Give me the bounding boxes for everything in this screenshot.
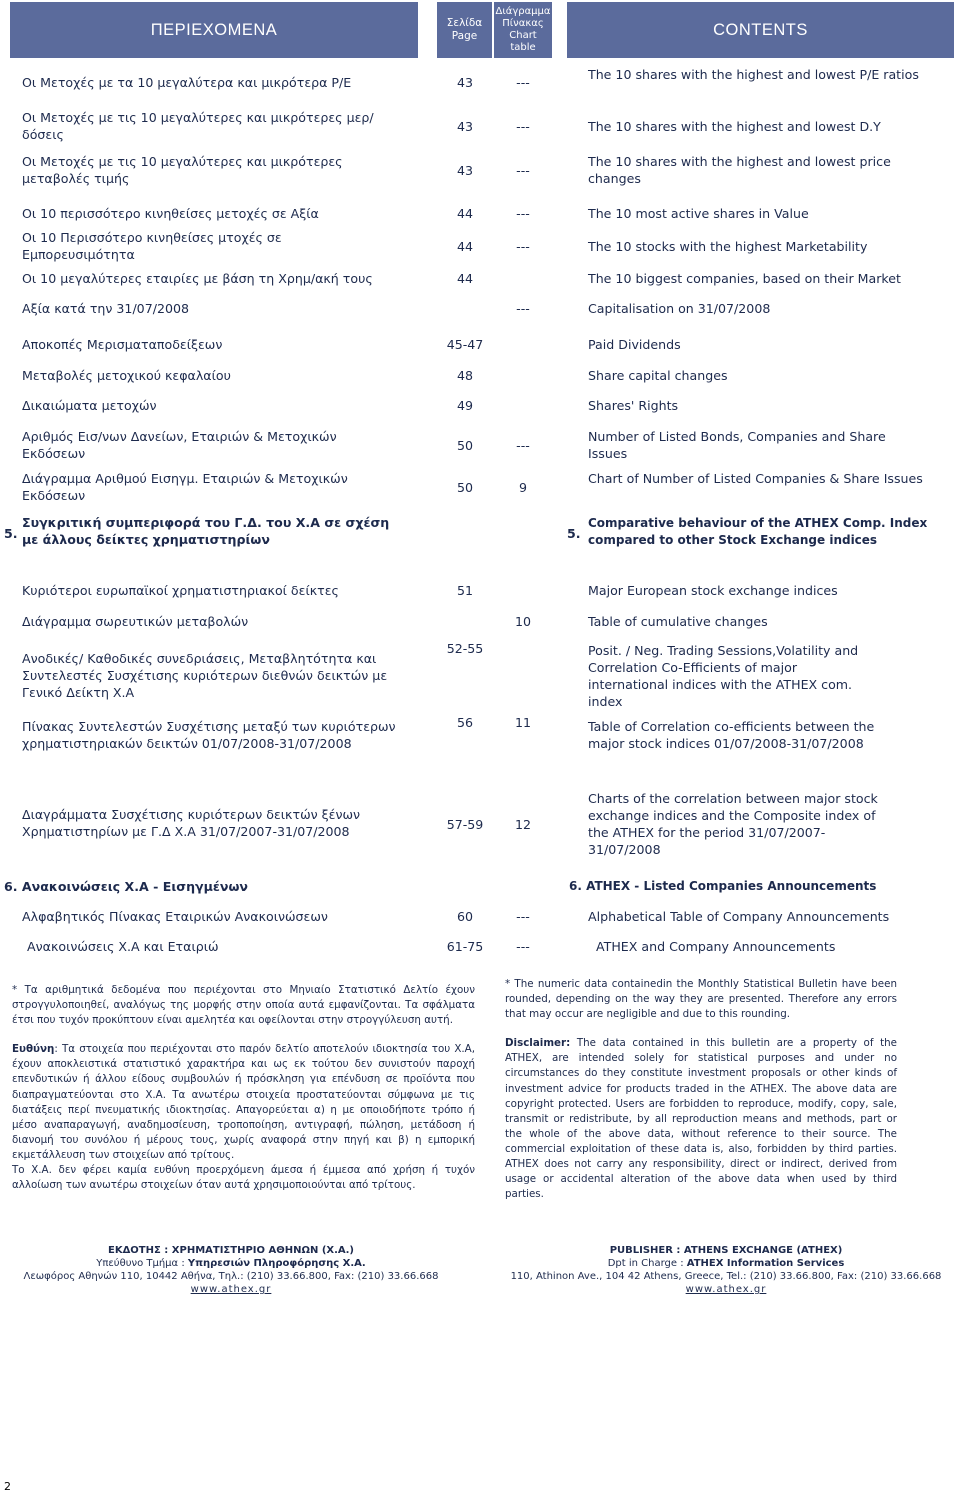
page-column-header: Σελίδα Page (437, 2, 492, 58)
toc-row-en: The 10 biggest companies, based on their Market (588, 271, 901, 286)
page-number: 2 (4, 1480, 11, 1493)
toc-row-gr: Αξία κατά την 31/07/2008 (22, 301, 190, 316)
toc-row-gr: Πίνακας Συντελεστών Συσχέτισης μεταξύ των κυριότερων χρηματιστηριακών δεικτών 01/07/2008-31/07/2008 (22, 719, 396, 751)
toc-row-gr: Οι 10 περισσότερο κινηθείσες μετοχές σε Αξία (22, 206, 319, 221)
toc-row-en: The 10 shares with the highest and lowest D.Y (588, 119, 881, 134)
disclaimer-note-en: Disclaimer: The data contained in this bulletin are a property of the ATHEX, are intended solely for statistical purposes and under no circumstances do they constitute investment proposals or other kinds of investment advice for products traded in the ATHEX. The above data are copyright protected. Users are forbidden to reproduce, modify, copy, sale, transmit or redistribute, by all reproduction means and methods, part or the whole of the above data, without reference to their source. The commercial exploitation of these data is, also, forbidden by third parties. ATHEX does not carry any responsibility, direct or indirect, derived from usage or accidental alteration of the above data when used by third parties. (505, 1037, 897, 1201)
toc-row-en: Share capital changes (588, 368, 728, 383)
rounding-note-en: * The numeric data containedin the Monthly Statistical Bulletin have been rounded, depending on the way they are presented. Therefore any errors that may occur are negligible and due to this rounding. (505, 978, 897, 1021)
toc-row-page: 43 (456, 119, 474, 134)
toc-row-chart: --- (516, 909, 530, 924)
toc-row-gr: Δικαιώματα μετοχών (22, 398, 157, 413)
toc-row-page: 51 (456, 583, 474, 598)
website-link-en[interactable]: www.athex.gr (685, 1284, 767, 1295)
toc-row-gr: Οι Μετοχές με τις 10 μεγαλύτερες και μικρότερες μερ/δόσεις (22, 110, 374, 142)
toc-row-chart: --- (516, 939, 530, 954)
toc-row-gr: Διαγράμματα Συσχέτισης κυριότερων δεικτών ξένων Χρηματιστηρίων με Γ.Δ Χ.Α 31/07/2007-31/07/2008 (22, 807, 361, 839)
department-en: Dpt in Charge : ATHEX Information Services (607, 1258, 845, 1269)
disclaimer-label-en: Disclaimer: (505, 1037, 571, 1050)
toc-row-chart: 12 (514, 817, 532, 832)
toc-row-gr: Ανακοινώσεις Χ.Α και Εταιριώ (27, 939, 219, 954)
toc-row-page: 50 (456, 480, 474, 495)
toc-row-chart: --- (516, 163, 530, 178)
toc-row-gr: Οι Μετοχές με τα 10 μεγαλύτερα και μικρότερα P/E (22, 75, 352, 90)
toc-row-gr: Οι 10 Περισσότερο κινηθείσες μτοχές σε Εμπορευσιμότητα (22, 230, 282, 262)
toc-row-gr: Κυριότεροι ευρωπαϊκοί χρηματιστηριακοί δείκτες (22, 583, 339, 598)
publisher-gr (0, 1244, 462, 1296)
department-gr: Υπεύθυνο Τμήμα : Υπηρεσιών Πληροφόρησης Χ.Α. (96, 1258, 366, 1269)
notes-english (505, 977, 897, 1202)
toc-row-gr: Οι 10 μεγαλύτερες εταιρίες με βάση τη Χρημ/ακή τους (22, 271, 373, 286)
toc-row-en: ATHEX and Company Announcements (596, 939, 836, 954)
toc-row-chart: --- (516, 239, 530, 254)
responsibility-note-gr: Το Χ.Α. δεν φέρει καμία ευθύνη προερχόμενη άμεσα ή έμμεσα από χρήση ή τυχόν αλλοίωση των ανωτέρω στοιχείων όταν αυτά χρησιμοποιούνται από τρίτους. (12, 1164, 475, 1192)
toc-row-chart: --- (516, 119, 530, 134)
toc-row-en: Capitalisation on 31/07/2008 (588, 301, 771, 316)
section-6-title-gr: 6. Ανακοινώσεις Χ.Α - Εισηγμένων (4, 879, 248, 894)
toc-row-chart: --- (516, 75, 530, 90)
toc-row-page: 44 (456, 239, 474, 254)
toc-row-page: 50 (456, 438, 474, 453)
toc-row-chart: 11 (514, 715, 532, 730)
publisher-name-en: PUBLISHER : ATHENS EXCHANGE (ATHEX) (609, 1245, 843, 1256)
section-5-title-gr: Συγκριτική συμπεριφορά του Γ.Δ. του Χ.Α σε σχέση με άλλους δείκτες χρηματιστηρίων (22, 515, 390, 547)
toc-row-en: Chart of Number of Listed Companies & Share Issues (588, 471, 923, 486)
toc-row-gr: Διάγραμμα Αριθμού Εισηγμ. Εταιριών & Μετοχικών Εκδόσεων (22, 471, 348, 503)
toc-row-en: Table of Correlation co-efficients between the major stock indices 01/07/2008-31/07/2008 (588, 719, 875, 751)
toc-row-en: Charts of the correlation between major stock exchange indices and the Composite index of the ATHEX for the period 31/07/2007-31/07/2008 (588, 791, 878, 857)
toc-row-page: 57-59 (446, 817, 484, 832)
toc-row-page: 60 (456, 909, 474, 924)
toc-row-page: 52-55 (446, 641, 484, 656)
toc-row-gr: Αποκοπές Μερισματαποδείξεων (22, 337, 223, 352)
toc-row-en: The 10 shares with the highest and lowest price changes (588, 154, 891, 186)
toc-row-en: Alphabetical Table of Company Announcements (588, 909, 890, 924)
english-title-bar (567, 2, 954, 58)
chart-column-header: Διάγραμμα Πίνακας Chart table (494, 2, 552, 58)
toc-row-page: 45-47 (446, 337, 484, 352)
toc-row-gr: Οι Μετοχές με τις 10 μεγαλύτερες και μικρότερες μεταβολές τιμής (22, 154, 343, 186)
toc-row-page: 44 (456, 271, 474, 286)
greek-title: ΠΕΡΙΕΧΟΜΕΝΑ (150, 20, 278, 39)
section-5-number-en: 5. (567, 526, 581, 541)
toc-row-chart: 10 (514, 614, 532, 629)
section-5-number-gr: 5. (4, 526, 18, 541)
toc-row-en: The 10 shares with the highest and lowest P/E ratios (588, 67, 919, 82)
toc-row-page: 48 (456, 368, 474, 383)
toc-row-en: The 10 most active shares in Value (588, 206, 809, 221)
toc-row-gr: Αριθμός Εισ/νων Δανείων, Εταιριών & Μετοχικών Εκδόσεων (22, 429, 337, 461)
toc-row-chart: --- (516, 206, 530, 221)
toc-row-page: 56 (456, 715, 474, 730)
liability-label-gr: Ευθύνη (12, 1043, 55, 1056)
toc-row-page: 43 (456, 75, 474, 90)
toc-row-chart: 9 (518, 480, 527, 495)
address-gr: Λεωφόρος Αθηνών 110, 10442 Αθήνα, Τηλ.: (210) 33.66.800, Fax: (210) 33.66.668 (23, 1271, 439, 1282)
rounding-note-gr: * Τα αριθμητικά δεδομένα που περιέχονται στο Μηνιαίο Στατιστικό Δελτίο έχουν στρογγυλοποιηθεί, αναλόγως της μορφής στην οποία αυτά εμφανίζονται. Τα σφάλματα έτσι που τυχόν προκύπτουν είναι αμελητέα και οφείλονται στην στρογγύλευση αυτή. (12, 984, 475, 1027)
toc-row-page: 49 (456, 398, 474, 413)
section-5-title-en: Comparative behaviour of the ATHEX Comp. Index compared to other Stock Exchange indices (588, 516, 928, 547)
toc-row-gr: Διάγραμμα σωρευτικών μεταβολών (22, 614, 249, 629)
section-6-title-en: 6. ATHEX - Listed Companies Announcements (569, 879, 877, 893)
toc-row-page: 61-75 (446, 939, 484, 954)
website-link-gr[interactable]: www.athex.gr (190, 1284, 272, 1295)
toc-row-chart: --- (516, 301, 530, 316)
toc-row-en: Posit. / Neg. Trading Sessions,Volatility and Correlation Co-Efficients of major international indices with the ATHEX com. index (588, 643, 859, 709)
toc-row-en: Shares' Rights (588, 398, 679, 413)
toc-row-page: 44 (456, 206, 474, 221)
toc-row-en: Table of cumulative changes (588, 614, 768, 629)
toc-row-gr: Μεταβολές μετοχικού κεφαλαίου (22, 368, 231, 383)
toc-row-en: The 10 stocks with the highest Marketability (588, 239, 868, 254)
greek-title-bar (10, 2, 418, 58)
toc-row-en: Major European stock exchange indices (588, 583, 838, 598)
toc-row-page: 43 (456, 163, 474, 178)
notes-greek (12, 983, 475, 1193)
address-en: 110, Athinon Ave., 104 42 Athens, Greece, Tel.: (210) 33.66.800, Fax: (210) 33.66.668 (510, 1271, 942, 1282)
english-title: CONTENTS (713, 20, 808, 39)
publisher-name-gr: ΕΚΔΟΤΗΣ : ΧΡΗΜΑΤΙΣΤΗΡΙΟ ΑΘΗΝΩΝ (Χ.Α.) (107, 1245, 354, 1256)
toc-row-chart: --- (516, 438, 530, 453)
toc-row-en: Paid Dividends (588, 337, 681, 352)
toc-row-gr: Αλφαβητικός Πίνακας Εταιρικών Ανακοινώσεων (22, 909, 328, 924)
toc-row-en: Number of Listed Bonds, Companies and Share Issues (588, 429, 886, 461)
publisher-en (492, 1244, 960, 1296)
toc-row-gr: Ανοδικές/ Καθοδικές συνεδριάσεις, Μεταβλητότητα και Συντελεστές Συσχέτισης κυριότερων διεθνών δεικτών με Γενικό Δείκτη Χ.Α (22, 651, 388, 700)
liability-note-gr: Ευθύνη: Τα στοιχεία που περιέχονται στο παρόν δελτίο αποτελούν ιδιοκτησία του Χ.Α, έχουν αποκλειστικά στατιστικό χαρακτήρα και ως εκ τούτου δεν συνιστούν παροχή επενδυτικών ή άλλου είδους συμβουλών ή πρόσκληση για επένδυση σε προϊόντα που διαπραγματεύονται στο Χ.Α. Τα ανωτέρω στοιχεία προστατεύονται σύμφωνα με τις διατάξεις περί πνευματικής ιδιοκτησίας. Απαγορεύεται α) η με οποιοδήποτε τρόπο ή μέσο αναπαραγωγή, αναδημοσίευση, τροποποίηση, αντιγραφή, πώληση, μετάδοση ή διανομή του συνόλου ή μέρους τους, χωρίς αναφορά στην πηγή και β) η εμπορική εκμετάλλευση των στοιχείων από τρίτους. (12, 1043, 475, 1161)
